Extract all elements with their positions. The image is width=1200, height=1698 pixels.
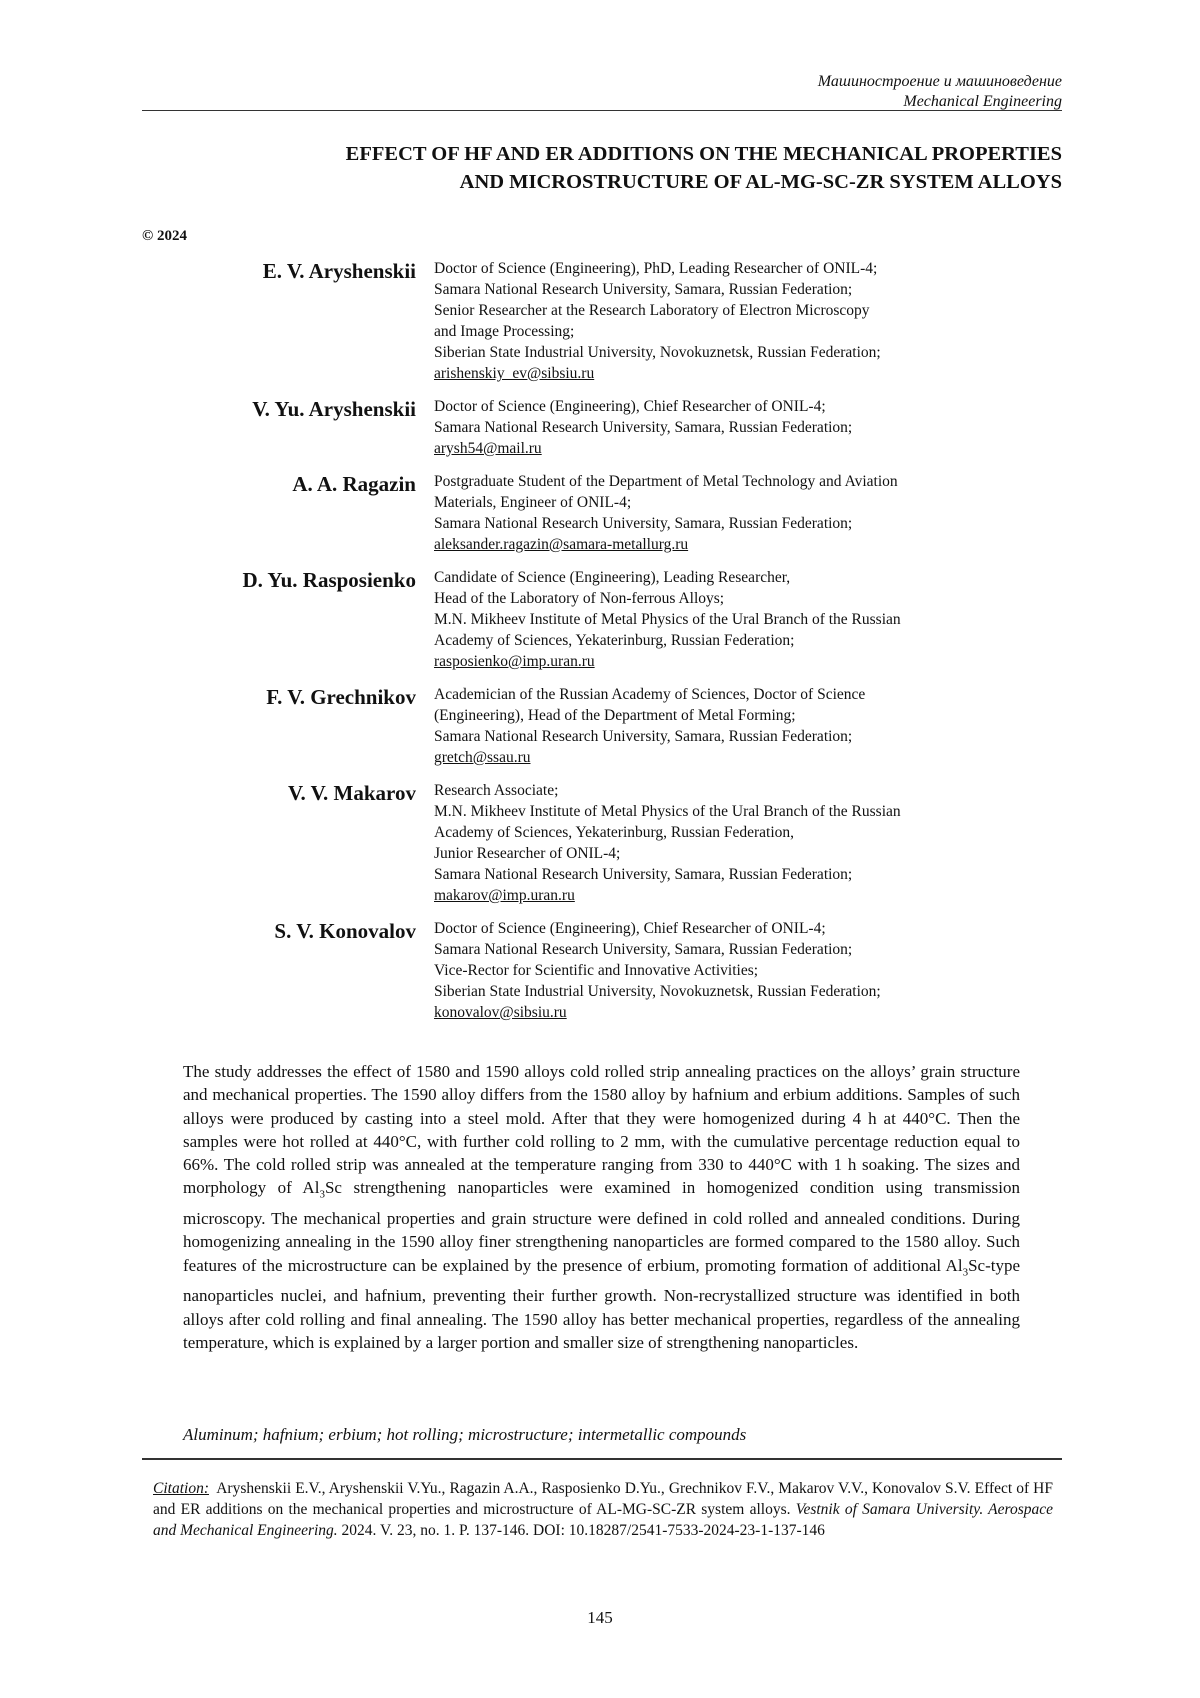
author-name: S. V. Konovalov (274, 919, 416, 943)
citation (153, 1478, 1053, 1541)
author-name: E. V. Aryshenskii (262, 259, 416, 283)
copyright: © 2024 (142, 228, 187, 244)
affiliation-line: Samara National Research University, Samara, Russian Federation; (434, 515, 853, 532)
title-line-1: EFFECT OF HF AND ER ADDITIONS ON THE MECHANICAL PROPERTIES (345, 143, 1062, 165)
author-block (142, 567, 1062, 672)
affiliation-line: Academy of Sciences, Yekaterinburg, Russian Federation, (434, 824, 795, 841)
citation-text: 2024. V. 23, no. 1. P. 137-146. DOI: 10.18287/2541-7533-2024-23-1-137-146 (341, 1522, 825, 1539)
citation-journal: Vestnik of Samara University. Aerospace and Mechanical Engineering. (153, 1501, 1053, 1539)
affiliation-line: M.N. Mikheev Institute of Metal Physics of the Ural Branch of the Russian (434, 803, 901, 820)
author-affiliation (434, 567, 994, 672)
author-name: A. A. Ragazin (292, 472, 416, 496)
subscript: 3 (962, 1266, 969, 1279)
author-affiliation (434, 780, 994, 906)
affiliation-line: Junior Researcher of ONIL-4; (434, 845, 621, 862)
affiliation-line: Vice-Rector for Scientific and Innovative Activities; (434, 962, 759, 979)
author-email-link[interactable]: makarov@imp.uran.ru (434, 887, 575, 904)
affiliation-line: Doctor of Science (Engineering), Chief Researcher of ONIL-4; (434, 920, 826, 937)
author-email-link[interactable]: arishenskiy_ev@sibsiu.ru (434, 365, 595, 382)
affiliation-line: Samara National Research University, Samara, Russian Federation; (434, 281, 853, 298)
author-name: V. V. Makarov (288, 781, 416, 805)
author-block (142, 396, 1062, 459)
running-head-english: Mechanical Engineering (903, 93, 1062, 110)
keywords: Aluminum; hafnium; erbium; hot rolling; microstructure; intermetallic compounds (183, 1425, 747, 1444)
author-affiliation (434, 258, 994, 384)
affiliation-line: Samara National Research University, Samara, Russian Federation; (434, 419, 853, 436)
author-email-link[interactable]: arysh54@mail.ru (434, 440, 542, 457)
article-title (142, 140, 1062, 196)
author-email-link[interactable]: gretch@ssau.ru (434, 749, 531, 766)
affiliation-line: Academy of Sciences, Yekaterinburg, Russian Federation; (434, 632, 795, 649)
author-name: F. V. Grechnikov (266, 685, 416, 709)
affiliation-line: Doctor of Science (Engineering), Chief Researcher of ONIL-4; (434, 398, 826, 415)
affiliation-line: Samara National Research University, Samara, Russian Federation; (434, 728, 853, 745)
affiliation-line: Siberian State Industrial University, Novokuznetsk, Russian Federation; (434, 983, 881, 1000)
author-email-link[interactable]: rasposienko@imp.uran.ru (434, 653, 595, 670)
subscript: 3 (319, 1188, 325, 1201)
abstract (183, 1060, 1020, 1354)
author-affiliation (434, 918, 994, 1023)
author-block (142, 918, 1062, 1023)
author-block (142, 471, 1062, 555)
abstract-text: Sc-type nanoparticles nuclei, and hafnium, preventing their further growth. Non-recrystallized structure was identified in both alloys after cold rolling and final annealing. The 1590 alloy has better mechanical properties, regardless of the annealing temperature, which is explained by a larger portion and smaller size of strengthening nanoparticles. (183, 1255, 1020, 1353)
affiliation-line: Senior Researcher at the Research Laboratory of Electron Microscopy (434, 302, 870, 319)
author-list (142, 258, 1062, 1023)
running-head-russian: Машиностроение и машиноведение (817, 73, 1062, 90)
author-block (142, 684, 1062, 768)
affiliation-line: Samara National Research University, Samara, Russian Federation; (434, 941, 853, 958)
author-name: V. Yu. Aryshenskii (252, 397, 416, 421)
affiliation-line: Research Associate; (434, 782, 559, 799)
affiliation-line: Academician of the Russian Academy of Sciences, Doctor of Science (434, 686, 866, 703)
affiliation-line: Siberian State Industrial University, Novokuznetsk, Russian Federation; (434, 344, 881, 361)
affiliation-line: M.N. Mikheev Institute of Metal Physics of the Ural Branch of the Russian (434, 611, 901, 628)
affiliation-line: Candidate of Science (Engineering), Leading Researcher, (434, 569, 791, 586)
page-number: 145 (587, 1608, 613, 1627)
abstract-text: Sc strengthening nanoparticles were examined in homogenized condition using transmission microscopy. The mechanical properties and grain structure were defined in cold rolled and annealed conditions. During homogenizing annealing in the 1590 alloy finer strengthening nanoparticles are formed compared to the 1580 alloy. Such features of the microstructure can be explained by the presence of erbium, promoting formation of additional Al (183, 1178, 1020, 1275)
author-block (142, 780, 1062, 906)
affiliation-line: Head of the Laboratory of Non-ferrous Alloys; (434, 590, 725, 607)
separator-rule (142, 1458, 1062, 1460)
affiliation-line: (Engineering), Head of the Department of Metal Forming; (434, 707, 796, 724)
citation-text: Aryshenskii E.V., Aryshenskii V.Yu., Ragazin A.A., Rasposienko D.Yu., Grechnikov F.V., Makarov V.V., Konovalov S.V. Effect of HF and ER additions on the mechanical properties and microstructure of AL-MG-SC-ZR system alloys. (153, 1480, 1053, 1518)
running-head (142, 72, 1062, 111)
author-email-link[interactable]: aleksander.ragazin@samara-metallurg.ru (434, 536, 689, 553)
author-email-link[interactable]: konovalov@sibsiu.ru (434, 1004, 567, 1021)
affiliation-line: Postgraduate Student of the Department of Metal Technology and Aviation (434, 473, 898, 490)
author-name: D. Yu. Rasposienko (242, 568, 416, 592)
affiliation-line: Doctor of Science (Engineering), PhD, Leading Researcher of ONIL-4; (434, 260, 878, 277)
author-affiliation (434, 684, 994, 768)
author-affiliation (434, 396, 994, 459)
affiliation-line: Samara National Research University, Samara, Russian Federation; (434, 866, 853, 883)
affiliation-line: and Image Processing; (434, 323, 575, 340)
author-block (142, 258, 1062, 384)
author-affiliation (434, 471, 994, 555)
abstract-text: The study addresses the effect of 1580 and 1590 alloys cold rolled strip annealing practices on the alloys’ grain structure and mechanical properties. The 1590 alloy differs from the 1580 alloy by hafnium and erbium additions. Samples of such alloys were produced by casting into a steel mold. After that they were homogenized during 4 h at 440°C. Then the samples were hot rolled at 440°C, with further cold rolling to 2 mm, with the cumulative percentage reduction equal to 66%. The cold rolled strip was annealed at the temperature ranging from 330 to 440°C with 1 h soaking. The sizes and morphology of Al (183, 1062, 1020, 1198)
citation-label: Citation: (153, 1480, 209, 1497)
affiliation-line: Materials, Engineer of ONIL-4; (434, 494, 632, 511)
title-line-2: AND MICROSTRUCTURE OF AL-MG-SC-ZR SYSTEM ALLOYS (459, 171, 1062, 193)
